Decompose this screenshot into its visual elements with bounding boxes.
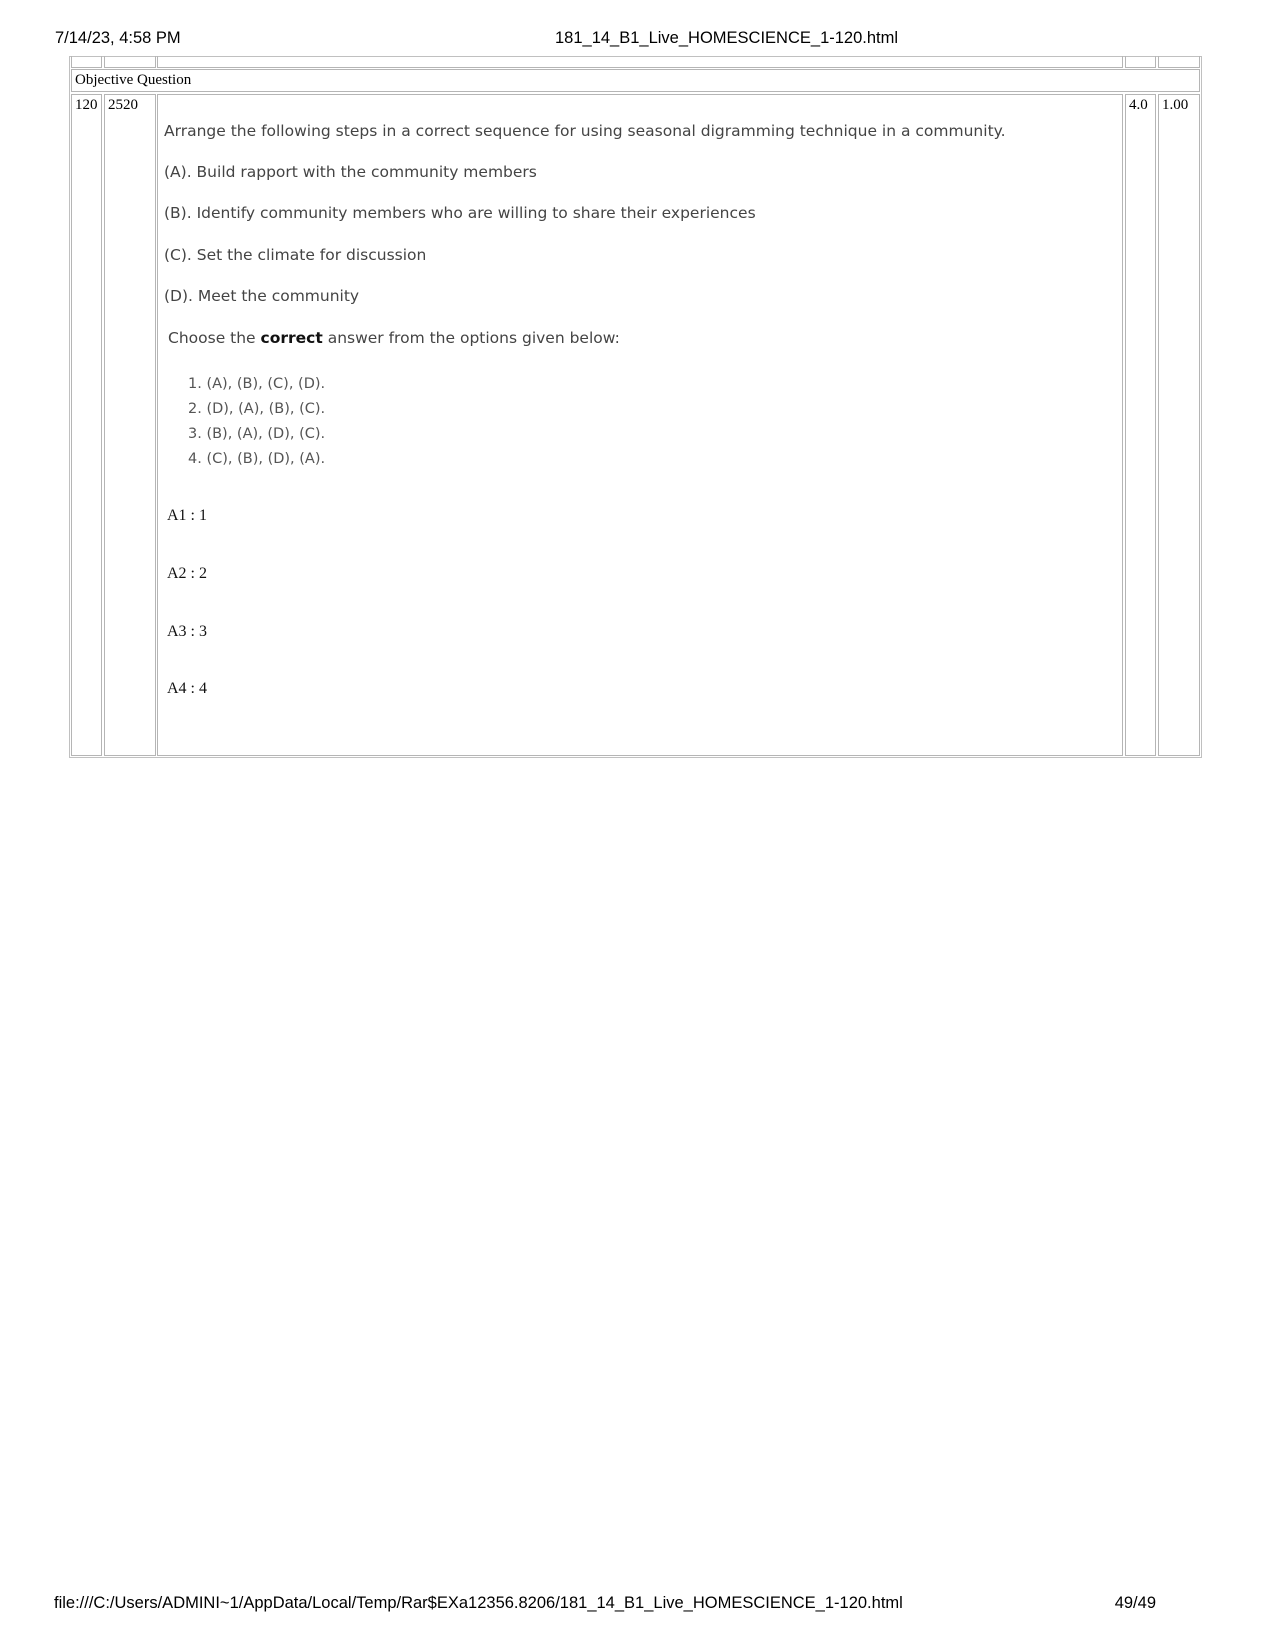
- question-id: 2520: [104, 94, 156, 756]
- statement-b: (B). Identify community members who are willing to share their experiences: [164, 204, 756, 222]
- answer-choice-1: A1 : 1: [167, 507, 207, 524]
- option-item: 3. (B), (A), (D), (C).: [188, 426, 326, 442]
- previous-row-stub: [1158, 56, 1200, 68]
- previous-row-stub: [157, 56, 1123, 68]
- option-item: 2. (D), (A), (B), (C).: [188, 401, 326, 417]
- question-body: [157, 94, 1123, 756]
- question-number: 120: [71, 94, 102, 756]
- previous-row-stub: [104, 56, 156, 68]
- statement-c: (C). Set the climate for discussion: [164, 246, 427, 264]
- answer-choice-3: A3 : 3: [167, 623, 207, 640]
- instruction-suffix: answer from the options given below:: [322, 329, 620, 347]
- answer-choice-2: A2 : 2: [167, 565, 207, 582]
- option-list: [188, 372, 325, 472]
- print-page-number: 49/49: [1114, 1594, 1156, 1612]
- question-negative-marks: 1.00: [1158, 94, 1200, 756]
- question-type: Objective Question: [71, 69, 1200, 92]
- question-stem: Arrange the following steps in a correct sequence for using seasonal digramming technique in a community.: [164, 122, 1006, 140]
- option-item: 1. (A), (B), (C), (D).: [188, 376, 326, 392]
- answer-choice-4: A4 : 4: [167, 680, 207, 697]
- instruction-prefix: Choose the: [168, 329, 261, 347]
- print-file-path: file:///C:/Users/ADMINI~1/AppData/Local/Temp/Rar$EXa12356.8206/181_14_B1_Live_HOMESCIENCE_1-120.html: [54, 1594, 903, 1612]
- previous-row-stub: [71, 56, 102, 68]
- answer-instruction: [168, 330, 620, 347]
- instruction-emphasis: correct: [260, 329, 323, 347]
- statement-a: (A). Build rapport with the community members: [164, 163, 537, 181]
- statement-d: (D). Meet the community: [164, 287, 360, 305]
- question-marks: 4.0: [1125, 94, 1156, 756]
- print-datetime: 7/14/23, 4:58 PM: [55, 29, 181, 47]
- print-document-title: 181_14_B1_Live_HOMESCIENCE_1-120.html: [555, 29, 899, 47]
- previous-row-stub: [1125, 56, 1156, 68]
- option-item: 4. (C), (B), (D), (A).: [188, 451, 326, 467]
